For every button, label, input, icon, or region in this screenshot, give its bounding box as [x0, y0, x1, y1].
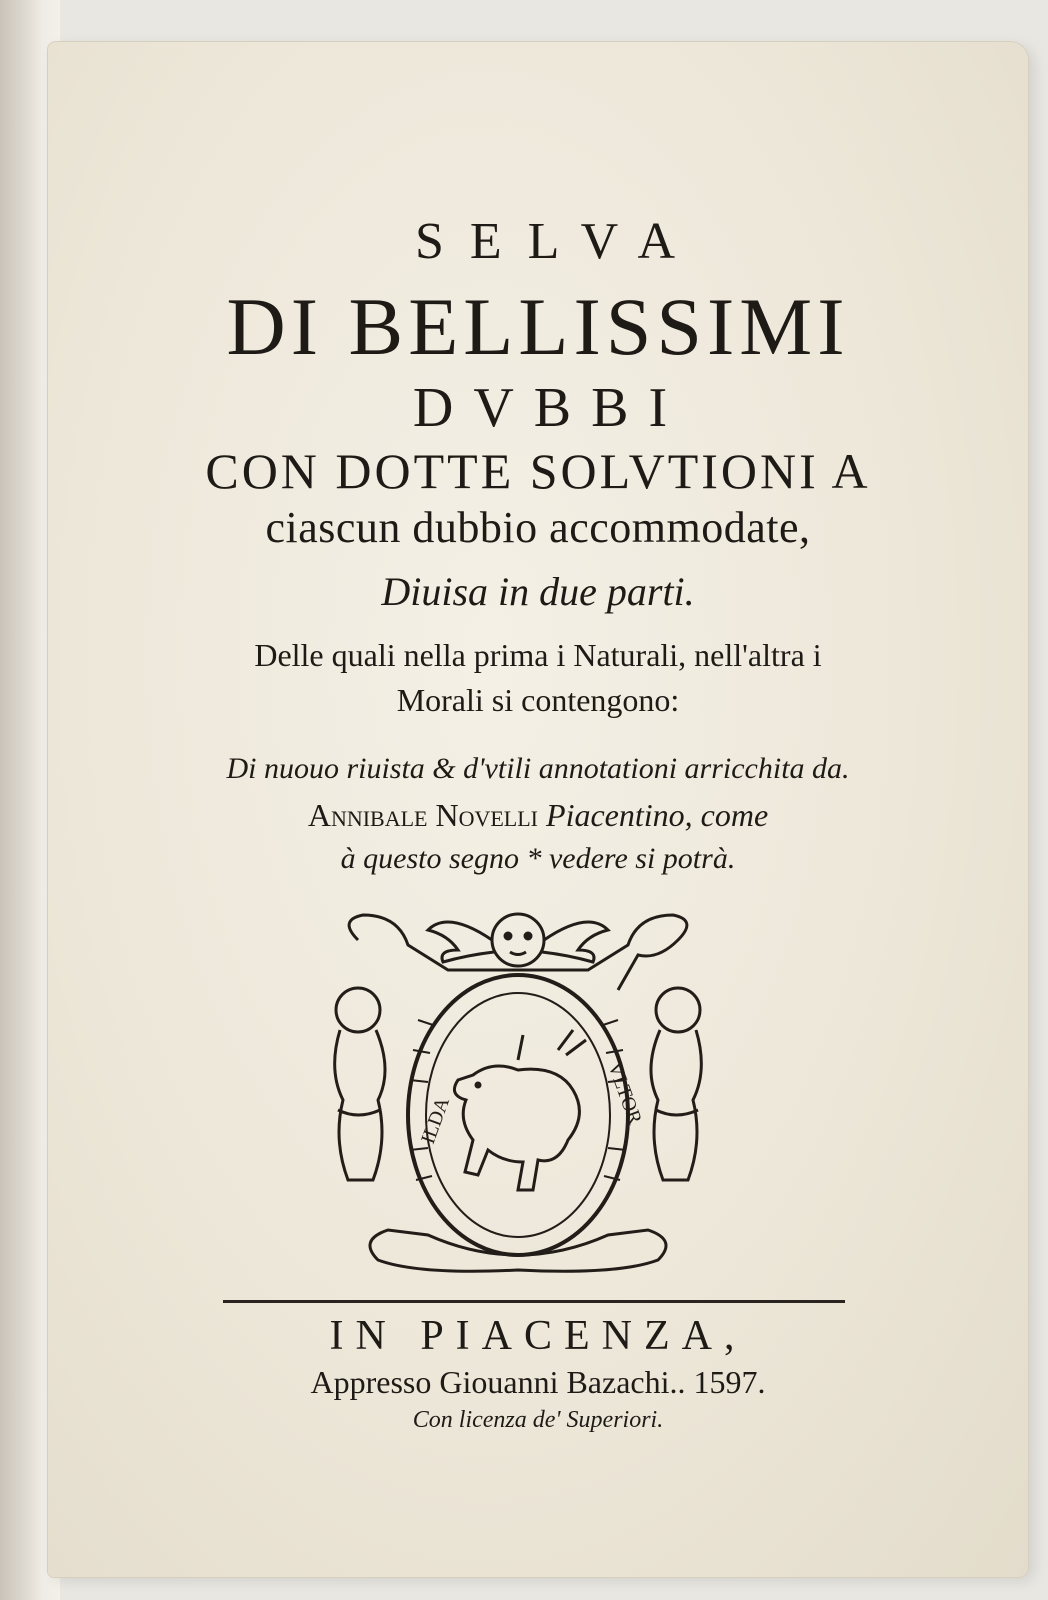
title-page [48, 42, 1028, 1577]
subtitle-parti: Diuisa in due parti. [381, 569, 695, 614]
mark-inscription-right: VLTOR [603, 1059, 647, 1128]
mark-inscription-left: ILDA [417, 1094, 455, 1147]
imprint-license: Con licenza de' Superiori. [412, 1407, 664, 1433]
horizontal-rule [223, 1300, 845, 1303]
title-line-bellissimi: DI BELLISSIMI [226, 281, 850, 372]
imprint-place: IN PIACENZA, [329, 1313, 747, 1359]
description-line-1: Delle quali nella prima i Naturali, nell'altra i [254, 637, 822, 673]
subtitle-accommodate: ciascun dubbio accommodate, [265, 503, 811, 552]
annotation-line-3: à questo segno * vedere si potrà. [340, 842, 736, 875]
title-line-selva: SELVA [414, 213, 702, 270]
description-line-2: Morali si contengono: [396, 682, 680, 718]
imprint-printer-date: Appresso Giouanni Bazachi.. 1597. [310, 1364, 766, 1400]
annotation-line-2 [48, 797, 1028, 834]
author-origin: Piacentino, come [538, 797, 769, 833]
subtitle-solutioni: CON DOTTE SOLVTIONI A [205, 443, 871, 499]
title-line-dubbi: DVBBI [412, 377, 688, 439]
printers-mark-woodcut [318, 900, 718, 1280]
author-name: Annibale Novelli [307, 797, 539, 833]
annotation-line-1: Di nuouo riuista & d'vtili annotationi arricchita da. [226, 752, 850, 785]
